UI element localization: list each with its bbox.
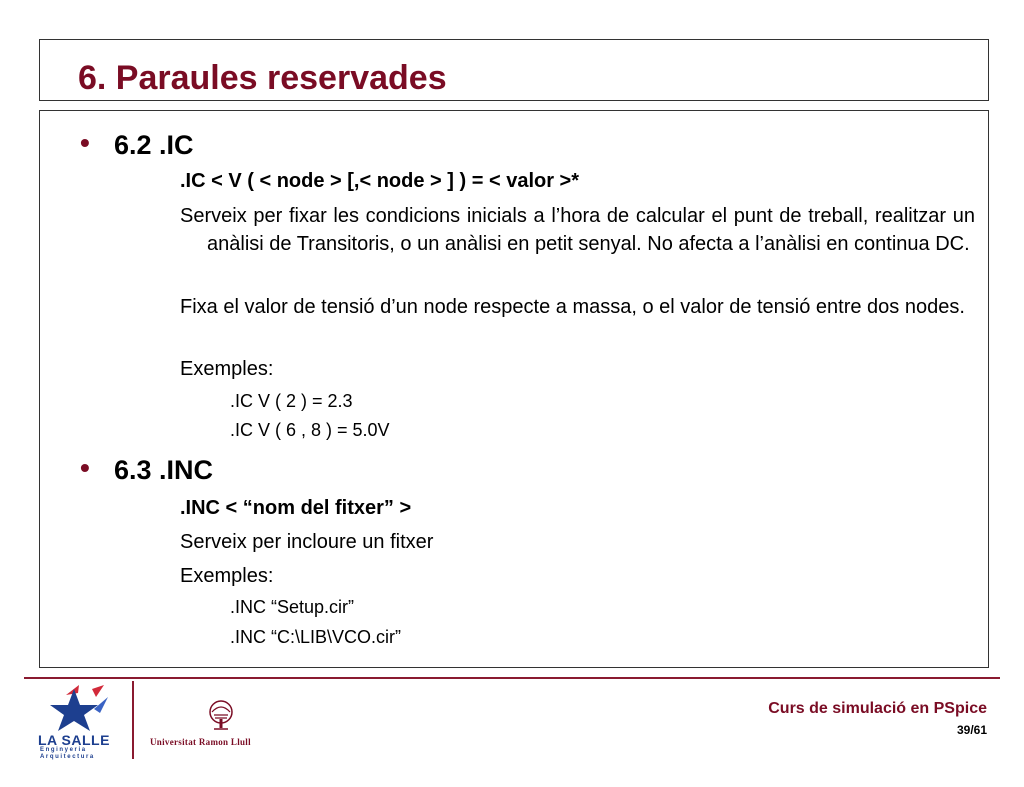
lasalle-name: LA SALLE [38,732,110,748]
lasalle-star-icon [34,683,126,733]
inc-example-1: .INC “Setup.cir” [230,597,355,617]
bullet-dot-icon: • [80,127,90,158]
inc-description: Serveix per incloure un fitxer [180,531,434,553]
lasalle-subtitle-2: Arquitectura [40,754,95,760]
inc-examples-label: Exemples: [180,565,274,587]
tree-emblem-icon [146,700,296,734]
ic-description-2: Fixa el valor de tensió d’un node respecte a massa, o el valor de tensió entre dos nodes. [180,296,965,318]
university-logo [146,700,296,750]
inc-syntax: .INC < “nom del fitxer” > [180,497,412,519]
university-name: Universitat Ramon Llull [150,737,251,747]
title-box [39,39,989,101]
bullet-dot-icon: • [80,452,90,483]
ic-description-1: Serveix per fixar les condicions inicials a l’hora de calcular el punt de treball, realitzar un anàlisi de Transitoris, o un anàlisi en petit senyal. No afecta a l’anàlisi en continua DC. [180,205,975,255]
inc-example-2: .INC “C:\LIB\VCO.cir” [230,627,402,647]
ic-example-1: .IC V ( 2 ) = 2.3 [230,391,353,411]
footer-divider [132,681,134,759]
course-title: Curs de simulació en PSpice [768,700,987,717]
page-number: 39/61 [956,723,987,737]
section-inc-title: 6.3 .INC [114,455,214,485]
footer-line [24,677,1000,679]
lasalle-subtitle-1: Enginyeria [40,747,87,753]
ic-syntax: .IC < V ( < node > [,< node > ] ) = < valor >* [180,170,580,192]
slide-title: 6. Paraules reservades [78,59,447,97]
section-ic-title: 6.2 .IC [114,130,194,160]
content-box [39,110,989,668]
ic-example-2: .IC V ( 6 , 8 ) = 5.0V [230,420,390,440]
ic-examples-label: Exemples: [180,358,274,380]
lasalle-logo [34,683,126,763]
